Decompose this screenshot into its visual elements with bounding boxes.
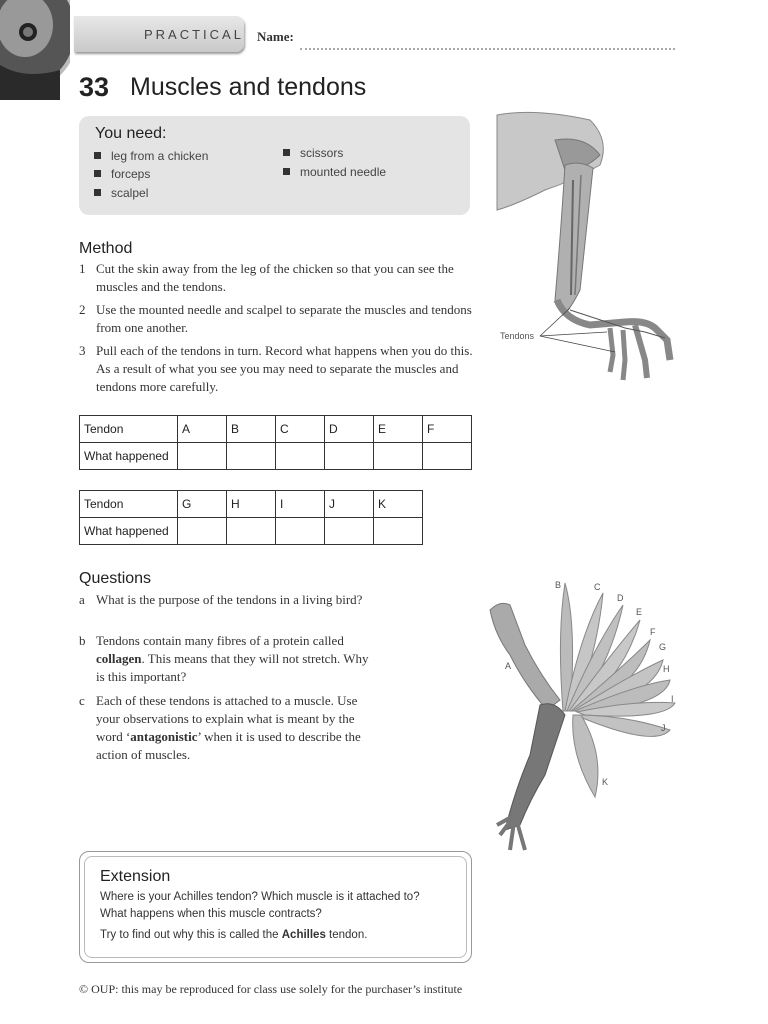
table-row-label: What happened bbox=[80, 443, 178, 470]
table-row bbox=[80, 518, 423, 545]
corner-bird-photo bbox=[0, 0, 70, 110]
question-text: Tendons contain many fibres of a protein called collagen. This means that they will not stretch. Why is this important? bbox=[96, 633, 369, 684]
tendon-label-d: D bbox=[617, 593, 624, 603]
table-header-cell: C bbox=[276, 416, 325, 443]
practical-label: PRACTICAL bbox=[144, 27, 244, 42]
table-header-cell: A bbox=[178, 416, 227, 443]
tendon-label-g: G bbox=[659, 642, 667, 652]
question-letter: c bbox=[79, 693, 85, 708]
table-header-cell: K bbox=[374, 491, 423, 518]
tendon-label-f: F bbox=[650, 627, 656, 637]
bullet-icon bbox=[283, 168, 290, 175]
bullet-icon bbox=[94, 189, 101, 196]
you-need-title: You need: bbox=[95, 125, 167, 142]
step-text: Cut the skin away from the leg of the chicken so that you can see the muscles and the tendons. bbox=[96, 261, 454, 294]
table-header-cell: B bbox=[227, 416, 276, 443]
table-header-cell: G bbox=[178, 491, 227, 518]
method-step bbox=[79, 260, 479, 300]
tendon-label-c: C bbox=[594, 582, 601, 592]
tendon-label-b: B bbox=[555, 580, 562, 590]
question-text: What is the purpose of the tendons in a living bird? bbox=[96, 592, 363, 607]
answer-cell[interactable] bbox=[374, 443, 423, 470]
answer-cell[interactable] bbox=[276, 518, 325, 545]
tendon-label-e: E bbox=[636, 607, 643, 617]
bullet-icon bbox=[283, 149, 290, 156]
question-text: Each of these tendons is attached to a muscle. Use your observations to explain what is meant by the word ‘antagonistic’ when it is used to describe the action of muscles. bbox=[96, 693, 361, 762]
step-text: Pull each of the tendons in turn. Record what happens when you do this. As a result of what you see you may need to separate the muscles and tendons more carefully. bbox=[96, 343, 473, 394]
step-number: 2 bbox=[79, 302, 86, 317]
table-header-cell: Tendon bbox=[80, 491, 178, 518]
answer-cell[interactable] bbox=[178, 518, 227, 545]
answer-cell[interactable] bbox=[325, 443, 374, 470]
table-header-cell: E bbox=[374, 416, 423, 443]
tendon-label-a: A bbox=[505, 661, 512, 671]
table-header-cell: I bbox=[276, 491, 325, 518]
chicken-leg-tendons-figure bbox=[495, 110, 685, 400]
you-need-item: scissors bbox=[283, 146, 343, 160]
step-number: 3 bbox=[79, 343, 86, 358]
table-header-cell: Tendon bbox=[80, 416, 178, 443]
method-heading: Method bbox=[79, 240, 133, 257]
table-header-cell: J bbox=[325, 491, 374, 518]
table-header-cell: D bbox=[325, 416, 374, 443]
page-title: Muscles and tendons bbox=[130, 73, 367, 101]
question-a bbox=[79, 591, 379, 629]
results-table-2 bbox=[79, 490, 423, 545]
question-letter: b bbox=[79, 633, 86, 648]
tendon-labels-figure bbox=[485, 575, 685, 865]
answer-cell[interactable] bbox=[178, 443, 227, 470]
answer-cell[interactable] bbox=[325, 518, 374, 545]
copyright-footer: © OUP: this may be reproduced for class use solely for the purchaser’s institute bbox=[79, 982, 463, 996]
table-row bbox=[80, 416, 472, 443]
extension-line: Try to find out why this is called the Achilles tendon. bbox=[100, 929, 368, 941]
method-step bbox=[79, 301, 479, 341]
you-need-item: forceps bbox=[94, 167, 150, 181]
table-row bbox=[80, 491, 423, 518]
question-b bbox=[79, 632, 379, 688]
extension-line: Where is your Achilles tendon? Which muscle is it attached to? bbox=[100, 891, 420, 903]
tendon-label-h: H bbox=[663, 664, 670, 674]
tendons-label: Tendons bbox=[500, 331, 535, 341]
table-row-label: What happened bbox=[80, 518, 178, 545]
extension-line: What happens when this muscle contracts? bbox=[100, 908, 322, 920]
results-table-1 bbox=[79, 415, 472, 470]
bullet-icon bbox=[94, 170, 101, 177]
practical-number: 33 bbox=[79, 72, 110, 102]
step-number: 1 bbox=[79, 261, 86, 276]
tendon-label-j: J bbox=[661, 723, 666, 733]
answer-cell[interactable] bbox=[374, 518, 423, 545]
answer-cell[interactable] bbox=[227, 518, 276, 545]
name-label: Name: bbox=[257, 29, 294, 44]
step-text: Use the mounted needle and scalpel to separate the muscles and tendons from one another. bbox=[96, 302, 472, 335]
method-step bbox=[79, 342, 479, 400]
table-row bbox=[80, 443, 472, 470]
extension-title: Extension bbox=[100, 868, 171, 885]
question-c bbox=[79, 692, 379, 766]
table-header-cell: F bbox=[423, 416, 472, 443]
tendon-label-i: I bbox=[671, 694, 674, 704]
table-header-cell: H bbox=[227, 491, 276, 518]
answer-cell[interactable] bbox=[423, 443, 472, 470]
you-need-item: scalpel bbox=[94, 186, 148, 200]
name-field-line[interactable] bbox=[300, 48, 675, 50]
you-need-item: mounted needle bbox=[283, 165, 386, 179]
answer-cell[interactable] bbox=[227, 443, 276, 470]
bullet-icon bbox=[94, 152, 101, 159]
question-letter: a bbox=[79, 592, 85, 607]
answer-cell[interactable] bbox=[276, 443, 325, 470]
tendon-label-k: K bbox=[602, 777, 609, 787]
you-need-item: leg from a chicken bbox=[94, 149, 208, 163]
questions-heading: Questions bbox=[79, 570, 152, 587]
